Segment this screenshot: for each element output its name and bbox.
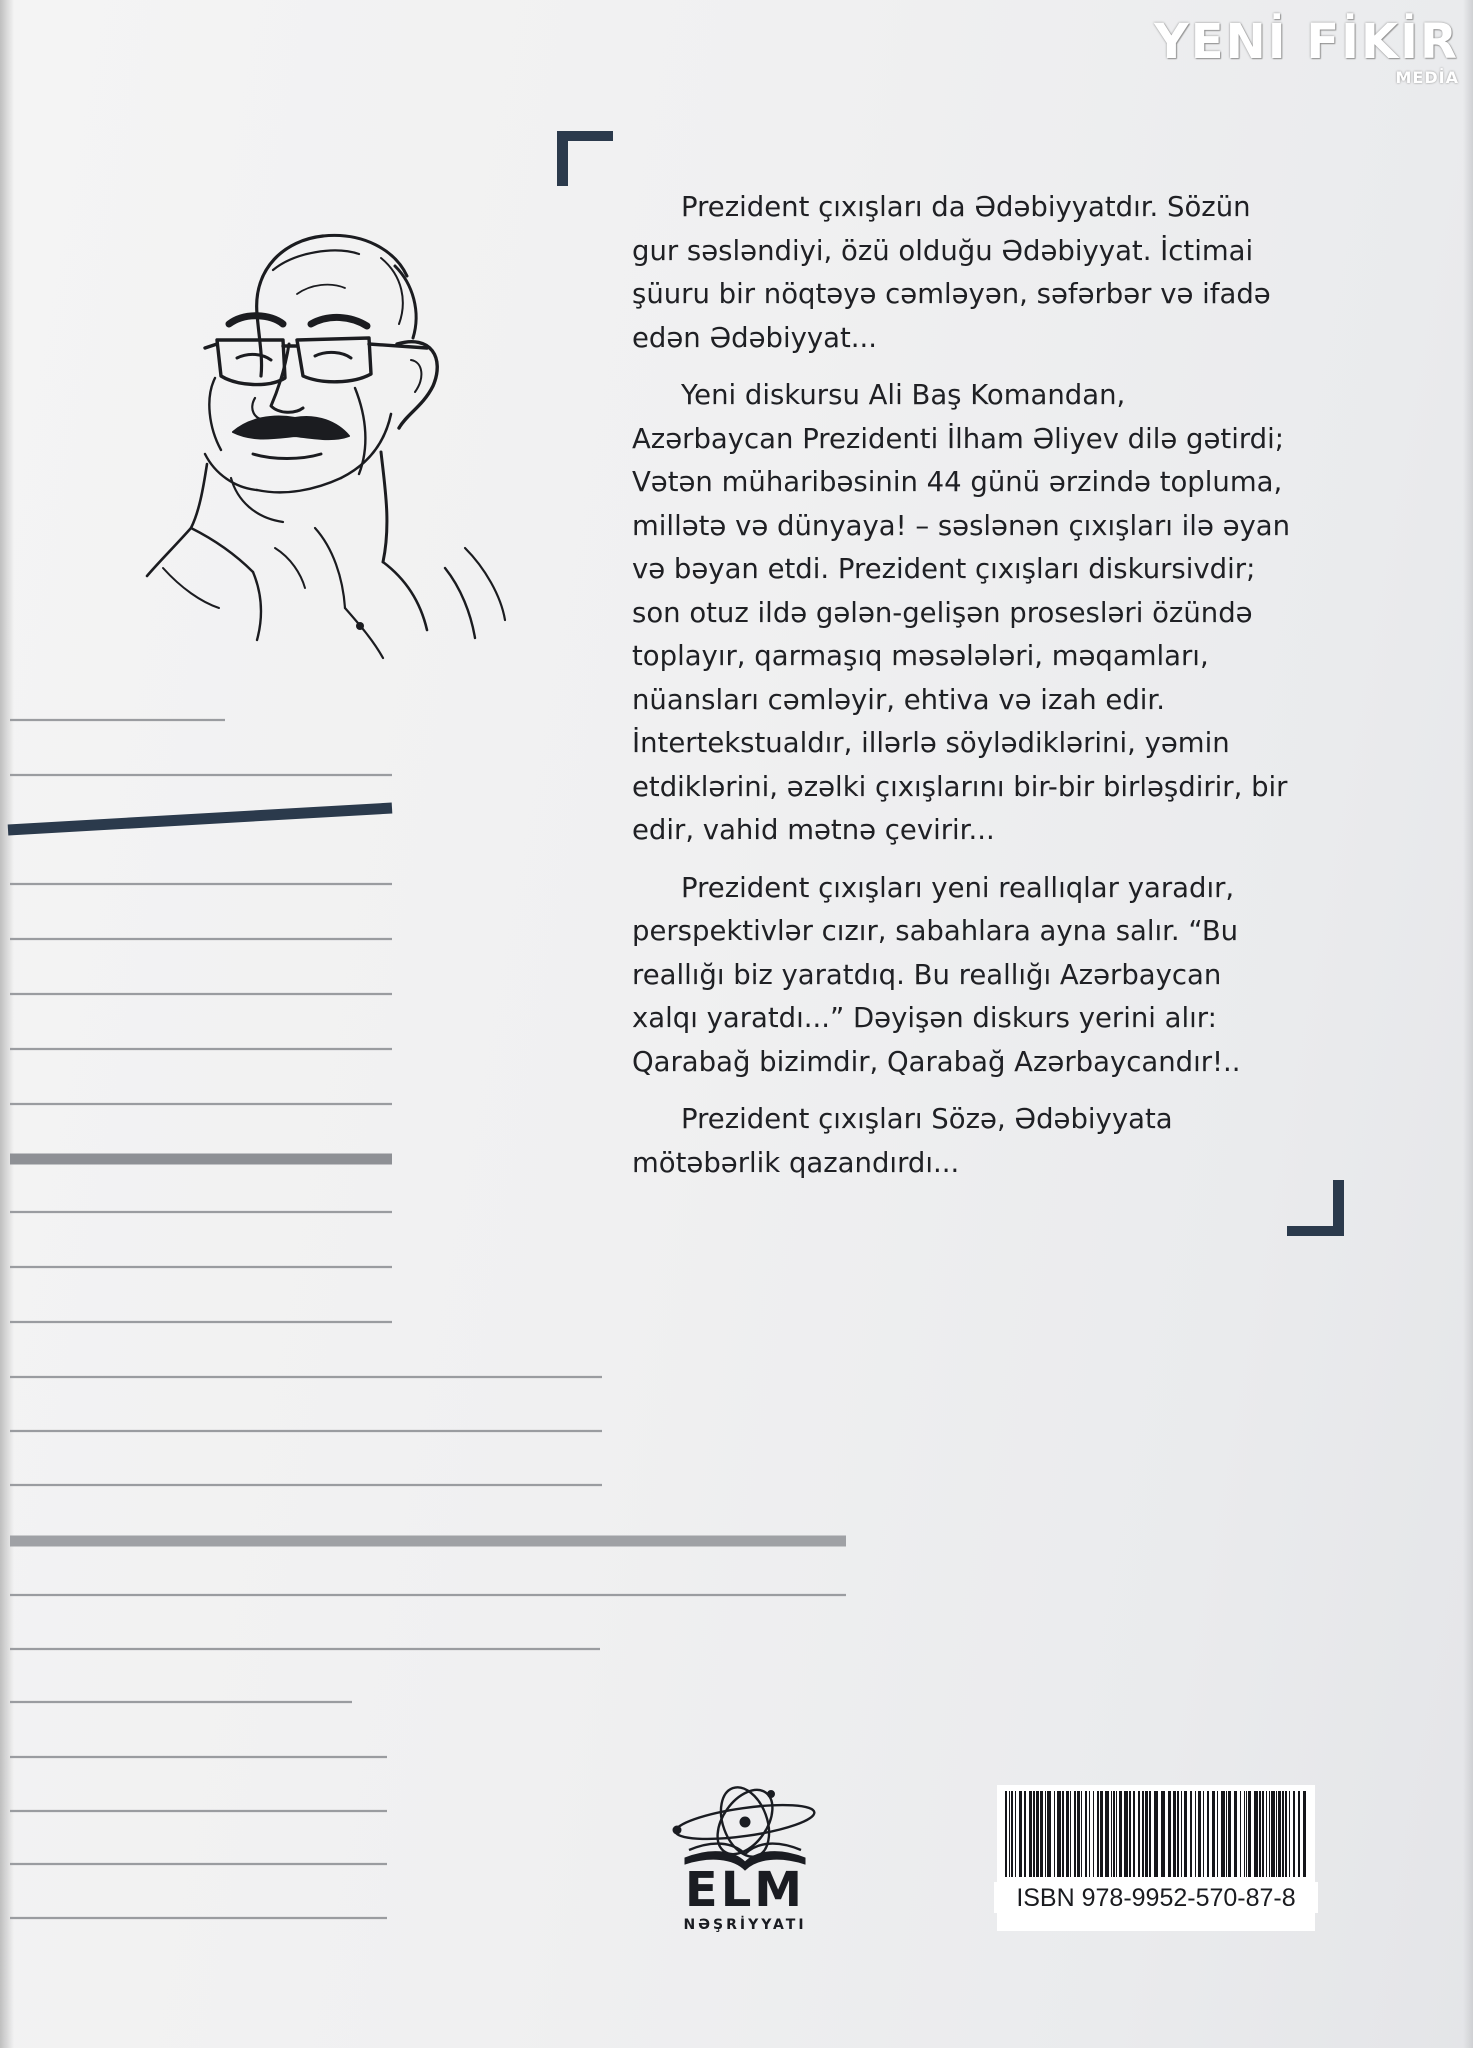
barcode-bar: [1248, 1791, 1251, 1877]
text-line: etdiklərini, əzəlki çıxışlarını bir-bir birləşdirir, bir: [632, 770, 1288, 803]
barcode-bar: [1240, 1791, 1241, 1877]
paragraph: [632, 186, 1332, 360]
barcode-bar: [1070, 1791, 1071, 1877]
barcode-bar: [1203, 1791, 1204, 1877]
text-line: Prezident çıxışları yeni reallıqlar yaradır,: [681, 871, 1235, 904]
barcode-bar: [1024, 1791, 1026, 1877]
text-line: Vətən müharibəsinin 44 günü ərzində topluma,: [632, 466, 1283, 498]
publisher-name: ELM: [684, 1862, 806, 1918]
barcode-bar: [1293, 1791, 1295, 1877]
barcode-bar: [1062, 1791, 1064, 1877]
barcode-bar: [1085, 1791, 1087, 1877]
barcode-bar: [1161, 1791, 1165, 1877]
paragraph: [632, 1098, 1332, 1185]
barcode-bar: [1133, 1791, 1135, 1877]
text-line: reallığı biz yaratdıq. Bu reallığı Azərbaycan: [632, 958, 1222, 991]
barcode-bar: [1093, 1791, 1094, 1877]
text-line: şüuru bir nöqtəyə cəmləyən, səfərbər və ifadə: [632, 278, 1271, 310]
barcode-bar: [1097, 1791, 1099, 1877]
barcode-bar: [1226, 1791, 1227, 1877]
isbn-number: ISBN 978-9952-570-87-8: [994, 1882, 1318, 1913]
barcode-bar: [1177, 1791, 1179, 1877]
barcode-bar: [1033, 1791, 1035, 1877]
barcode-bar: [1054, 1791, 1055, 1877]
barcode-bar: [1221, 1791, 1225, 1877]
barcode-bar: [1228, 1791, 1231, 1877]
barcode-bar: [1246, 1791, 1247, 1877]
text-line: edən Ədəbiyyat...: [632, 321, 877, 354]
text-line: İntertekstualdır, illərlə söylədiklərini, yəmin: [632, 727, 1230, 759]
portrait-sketch-icon: [145, 228, 530, 673]
barcode-bar: [1057, 1791, 1061, 1877]
barcode-bar: [1145, 1791, 1148, 1877]
barcode-bar: [1138, 1791, 1140, 1877]
text-line: son otuz ildə gələn-gelişən prosesləri özündə: [632, 596, 1253, 629]
barcode-bar: [1289, 1791, 1290, 1877]
paragraph: [632, 867, 1332, 1085]
barcode-bars: [997, 1785, 1315, 1881]
barcode-bar: [1116, 1791, 1117, 1877]
barcode-bar: [1066, 1791, 1069, 1877]
barcode-bar: [1029, 1791, 1032, 1877]
barcode-bar: [1276, 1791, 1277, 1877]
stripe-accent: [8, 808, 392, 830]
barcode-bar: [1142, 1791, 1144, 1877]
text-line: xalqı yaratdı...” Dəyişən diskurs yerini alır:: [632, 1002, 1217, 1034]
barcode-bar: [1168, 1791, 1171, 1877]
barcode-bar: [1244, 1791, 1245, 1877]
text-line: Qarabağ bizimdir, Qarabağ Azərbaycandır!..: [632, 1045, 1241, 1078]
barcode-bar: [1282, 1791, 1284, 1877]
barcode-bar: [1089, 1791, 1090, 1877]
barcode-bar: [1285, 1791, 1287, 1877]
publisher-subtitle: NƏŞRİYYATI: [683, 1917, 807, 1933]
text-line: nüansları cəmləyir, ehtiva və izah edir.: [632, 683, 1165, 716]
barcode-bar: [1105, 1791, 1109, 1877]
barcode-bar: [1045, 1791, 1046, 1877]
barcode-bar: [1259, 1791, 1261, 1877]
barcode-bar: [1269, 1791, 1270, 1877]
barcode-bar: [1015, 1791, 1016, 1877]
text-line: Prezident çıxışları da Ədəbiyyatdır. Sözün: [681, 191, 1251, 223]
watermark-subtitle: MEDİA: [1395, 68, 1459, 87]
corner-bracket-top-left-icon: [557, 131, 613, 186]
barcode-bar: [1074, 1791, 1076, 1877]
barcode-bar: [1184, 1791, 1187, 1877]
barcode-bar: [1271, 1791, 1275, 1877]
barcode-bar: [1011, 1791, 1013, 1877]
barcode-bar: [1047, 1791, 1051, 1877]
cover-edge: [1463, 0, 1473, 2048]
barcode-bar: [1119, 1791, 1122, 1877]
text-line: Prezident çıxışları Sözə, Ədəbiyyata: [681, 1103, 1173, 1135]
barcode-bar: [1303, 1791, 1306, 1877]
barcode-bar: [1129, 1791, 1131, 1877]
barcode-bar: [1298, 1791, 1300, 1877]
text-line: və bəyan etdi. Prezident çıxışları diskursivdir;: [632, 553, 1256, 585]
barcode-bar: [1254, 1791, 1258, 1877]
barcode-bar: [1113, 1791, 1115, 1877]
barcode-bar: [1005, 1791, 1007, 1877]
text-line: mötəbərlik qazandırdı...: [632, 1146, 960, 1179]
barcode-bar: [1081, 1791, 1082, 1877]
watermark: [1154, 14, 1459, 87]
text-line: gur səsləndiyi, özü olduğu Ədəbiyyat. İctimai: [632, 234, 1254, 267]
barcode-bar: [1217, 1791, 1218, 1877]
barcode-bar: [1124, 1791, 1128, 1877]
barcode-bar: [1198, 1791, 1201, 1877]
watermark-title: YENİ FİKİR: [1154, 14, 1459, 70]
text-line: Yeni diskursu Ali Baş Komandan,: [681, 379, 1126, 411]
text-line: edir, vahid mətnə çevirir...: [632, 814, 995, 846]
text-line: toplayır, qarmaşıq məsələləri, məqamları,: [632, 640, 1209, 672]
barcode-bar: [1262, 1791, 1264, 1877]
barcode-bar: [1195, 1791, 1196, 1877]
paragraph: [632, 374, 1332, 853]
barcode-bar: [1207, 1791, 1209, 1877]
barcode-bar: [1036, 1791, 1039, 1877]
barcode-bar: [1019, 1791, 1022, 1877]
text-line: Azərbaycan Prezidenti İlham Əliyev dilə gətirdi;: [632, 422, 1285, 455]
back-cover-text: [632, 186, 1332, 1199]
barcode-bar: [1009, 1791, 1010, 1877]
barcode-bar: [1181, 1791, 1182, 1877]
barcode-bar: [1190, 1791, 1192, 1877]
text-line: perspektivlər cızır, sabahlara ayna salır. “Bu: [632, 915, 1239, 947]
barcode-bar: [1100, 1791, 1103, 1877]
barcode-bar: [1212, 1791, 1215, 1877]
barcode-bar: [1234, 1791, 1237, 1877]
barcode-bar: [1111, 1791, 1112, 1877]
barcode-bar: [1040, 1791, 1043, 1877]
barcode-bar: [1278, 1791, 1281, 1877]
barcode-bar: [1149, 1791, 1151, 1877]
barcode-bar: [1077, 1791, 1080, 1877]
text-line: millətə və dünyaya! – səslənən çıxışları ilə əyan: [632, 509, 1291, 542]
barcode-bar: [1173, 1791, 1176, 1877]
barcode-bar: [1266, 1791, 1267, 1877]
barcode-bar: [1154, 1791, 1158, 1877]
